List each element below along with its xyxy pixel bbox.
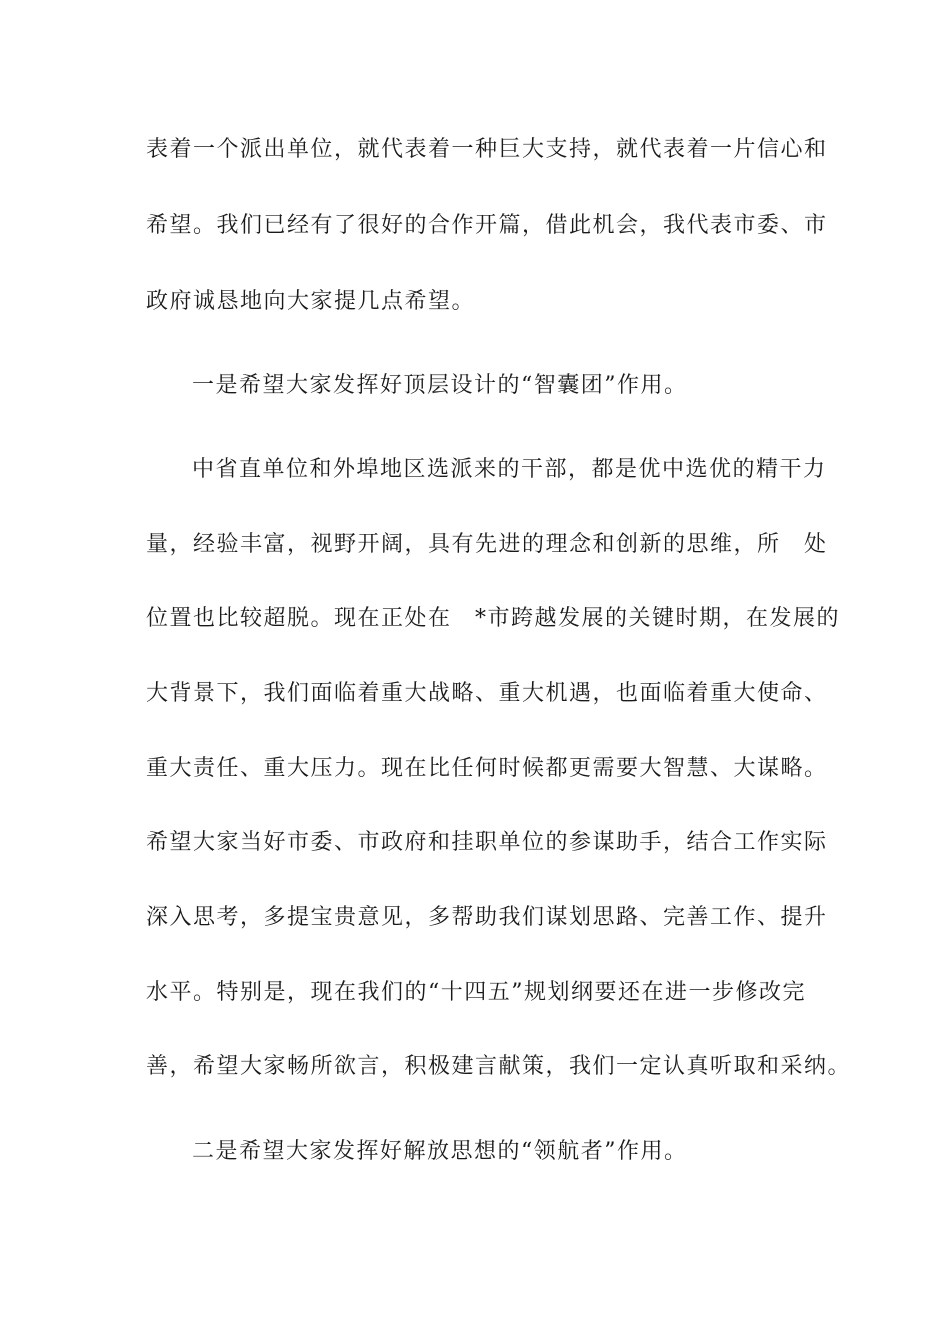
text-line: 深入思考，多提宝贵意见，多帮助我们谋划思路、完善工作、提升 [146,905,828,930]
text-line: 中省直单位和外埠地区选派来的干部，都是优中选优的精干力 [192,457,827,482]
text-line: 政府诚恳地向大家提几点希望。 [146,289,476,314]
text-line: 量，经验丰富，视野开阔，具有先进的理念和创新的思维，所 处 [146,532,828,557]
text-line: 希望大家当好市委、市政府和挂职单位的参谋助手，结合工作实际 [146,830,828,855]
text-line: 善，希望大家畅所欲言，积极建言献策，我们一定认真听取和采纳。 [146,1054,852,1079]
text-line: 水平。特别是，现在我们的“十四五”规划纲要还在进一步修改完 [146,980,806,1005]
text-line: 大背景下，我们面临着重大战略、重大机遇，也面临着重大使命、 [146,681,828,706]
heading-point-two: 二是希望大家发挥好解放思想的“领航者”作用。 [192,1139,688,1164]
text-line: 重大责任、重大压力。现在比任何时候都更需要大智慧、大谋略。 [146,756,828,781]
text-line: 位置也比较超脱。现在正处在 *市跨越发展的关键时期，在发展的 [146,606,841,631]
text-line: 表着一个派出单位，就代表着一种巨大支持，就代表着一片信心和 [146,137,828,162]
heading-point-one: 一是希望大家发挥好顶层设计的“智囊团”作用。 [192,373,688,398]
text-line: 希望。我们已经有了很好的合作开篇，借此机会，我代表市委、市 [146,213,828,238]
